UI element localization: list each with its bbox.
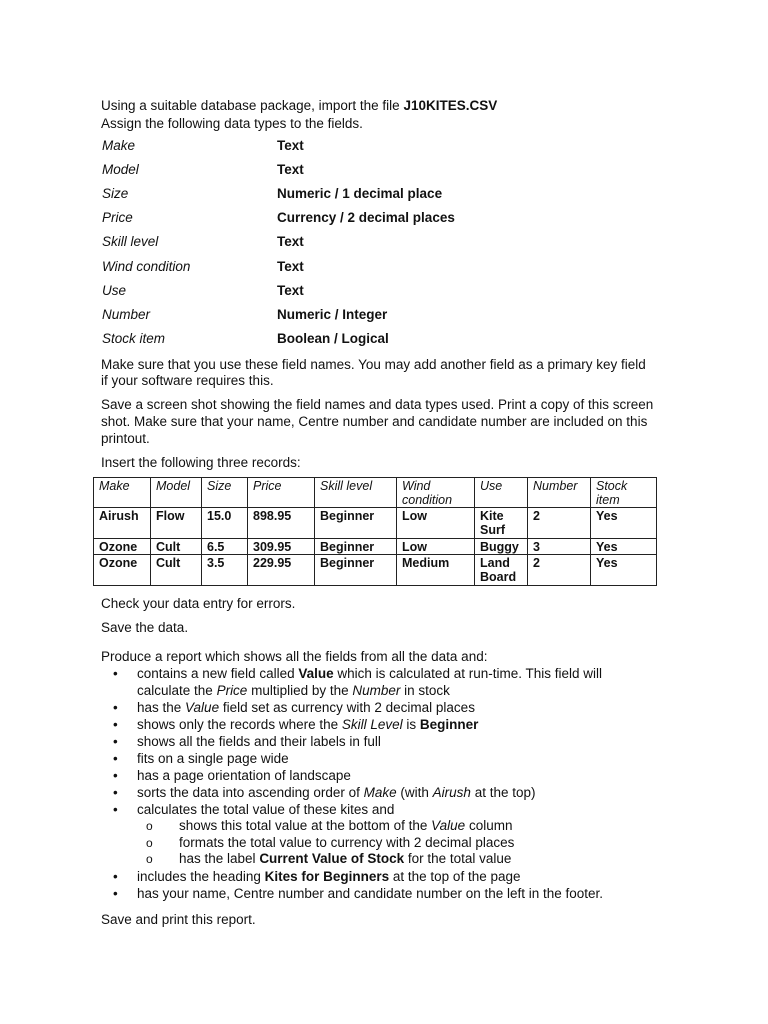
field-name-make: Make — [102, 138, 136, 153]
cell-use: Land Board — [475, 555, 528, 586]
intro-line-2: Assign the following data types to the fields. — [101, 116, 363, 131]
header-price: Price — [248, 478, 315, 508]
cell-use: Kite Surf — [475, 508, 528, 539]
sub-list-item: o has the label Current Value of Stock for the total value — [146, 851, 512, 866]
bullet-icon: • — [113, 666, 118, 681]
list-item: • shows all the fields and their labels in full — [113, 734, 381, 749]
cell-price: 898.95 — [248, 508, 315, 539]
screenshot-paragraph-line-3: printout. — [101, 431, 150, 446]
check-errors-text: Check your data entry for errors. — [101, 596, 296, 611]
circle-bullet-icon: o — [146, 819, 153, 833]
list-item: • includes the heading Kites for Beginners at the top of the page — [113, 868, 521, 884]
table-header-row — [94, 478, 657, 508]
bullet-icon: • — [113, 717, 118, 732]
cell-price: 229.95 — [248, 555, 315, 586]
field-type-price: Currency / 2 decimal places — [277, 210, 455, 225]
cell-size: 6.5 — [202, 539, 248, 555]
list-item: • fits on a single page wide — [113, 751, 289, 766]
header-use: Use — [475, 478, 528, 508]
sub-list-item: o formats the total value to currency with 2 decimal places — [146, 834, 515, 850]
cell-stock-item: Yes — [591, 508, 657, 539]
list-item-continuation: calculate the Price multiplied by the Number in stock — [137, 683, 450, 698]
cell-model: Cult — [151, 539, 202, 555]
table-row — [94, 508, 657, 539]
intro-line-1 — [101, 98, 497, 113]
bullet-icon: • — [113, 885, 118, 901]
intro-text: Using a suitable database package, import the file — [101, 98, 404, 113]
cell-model: Cult — [151, 555, 202, 586]
cell-wind-condition: Medium — [397, 555, 475, 586]
file-name: J10KITES.CSV — [403, 98, 498, 113]
field-type-make: Text — [277, 138, 304, 153]
header-model: Model — [151, 478, 202, 508]
cell-number: 2 — [528, 508, 591, 539]
cell-model: Flow — [151, 508, 202, 539]
list-item: • sorts the data into ascending order of Make (with Airush at the top) — [113, 785, 536, 800]
bullet-icon: • — [113, 785, 118, 800]
cell-skill-level: Beginner — [315, 555, 397, 586]
cell-size: 15.0 — [202, 508, 248, 539]
field-name-size: Size — [102, 186, 129, 201]
sub-list-item: o shows this total value at the bottom of the Value column — [146, 818, 513, 833]
cell-number: 3 — [528, 539, 591, 555]
cell-use: Buggy — [475, 539, 528, 555]
table-row — [94, 539, 657, 555]
field-type-wind-condition: Text — [277, 259, 304, 274]
field-name-wind-condition: Wind condition — [102, 259, 191, 274]
list-item: • has a page orientation of landscape — [113, 768, 351, 783]
list-item: • has your name, Centre number and candidate number on the left in the footer. — [113, 885, 604, 901]
circle-bullet-icon: o — [146, 835, 153, 850]
list-item: • contains a new field called Value which is calculated at run-time. This field will — [113, 666, 602, 681]
header-make: Make — [94, 478, 151, 508]
cell-skill-level: Beginner — [315, 539, 397, 555]
cell-size: 3.5 — [202, 555, 248, 586]
header-number: Number — [528, 478, 591, 508]
cell-wind-condition: Low — [397, 539, 475, 555]
bullet-icon: • — [113, 868, 118, 884]
screenshot-paragraph-line-1: Save a screen shot showing the field names and data types used. Print a copy of this screen — [101, 397, 654, 412]
field-name-model: Model — [102, 162, 139, 177]
save-print-text: Save and print this report. — [101, 912, 256, 927]
field-names-paragraph-line-1: Make sure that you use these field names. You may add another field as a primary key field — [101, 357, 646, 372]
header-size: Size — [202, 478, 248, 508]
circle-bullet-icon: o — [146, 852, 153, 866]
cell-price: 309.95 — [248, 539, 315, 555]
field-type-stock-item: Boolean / Logical — [277, 331, 389, 346]
list-item: • calculates the total value of these kites and — [113, 802, 395, 817]
cell-skill-level: Beginner — [315, 508, 397, 539]
field-type-number: Numeric / Integer — [277, 307, 388, 322]
bullet-icon: • — [113, 700, 118, 715]
list-item: • shows only the records where the Skill Level is Beginner — [113, 717, 479, 732]
header-stock-item: Stock item — [591, 478, 657, 508]
bullet-icon: • — [113, 734, 118, 749]
report-intro-text: Produce a report which shows all the fields from all the data and: — [101, 649, 488, 664]
field-name-skill-level: Skill level — [102, 234, 159, 249]
field-name-number: Number — [102, 307, 151, 322]
cell-make: Ozone — [94, 539, 151, 555]
table-row — [94, 555, 657, 586]
report-requirements-list — [113, 665, 603, 902]
field-type-skill-level: Text — [277, 234, 304, 249]
list-item: • has the Value field set as currency with 2 decimal places — [113, 700, 475, 715]
field-type-use: Text — [277, 283, 304, 298]
insert-records-heading: Insert the following three records: — [101, 455, 301, 470]
field-name-price: Price — [102, 210, 133, 225]
field-name-stock-item: Stock item — [102, 331, 166, 346]
cell-make: Ozone — [94, 555, 151, 586]
cell-number: 2 — [528, 555, 591, 586]
field-name-use: Use — [102, 283, 127, 298]
field-type-size: Numeric / 1 decimal place — [277, 186, 443, 201]
cell-stock-item: Yes — [591, 555, 657, 586]
records-table — [93, 477, 657, 586]
field-type-model: Text — [277, 162, 304, 177]
field-names-paragraph-line-2: if your software requires this. — [101, 373, 274, 388]
header-wind-condition: Wind condition — [397, 478, 475, 508]
bullet-icon: • — [113, 751, 118, 766]
cell-wind-condition: Low — [397, 508, 475, 539]
cell-make: Airush — [94, 508, 151, 539]
header-skill-level: Skill level — [315, 478, 397, 508]
save-data-text: Save the data. — [101, 620, 189, 635]
screenshot-paragraph-line-2: shot. Make sure that your name, Centre number and candidate number are included on this — [101, 414, 648, 429]
bullet-icon: • — [113, 802, 118, 817]
cell-stock-item: Yes — [591, 539, 657, 555]
bullet-icon: • — [113, 768, 118, 783]
